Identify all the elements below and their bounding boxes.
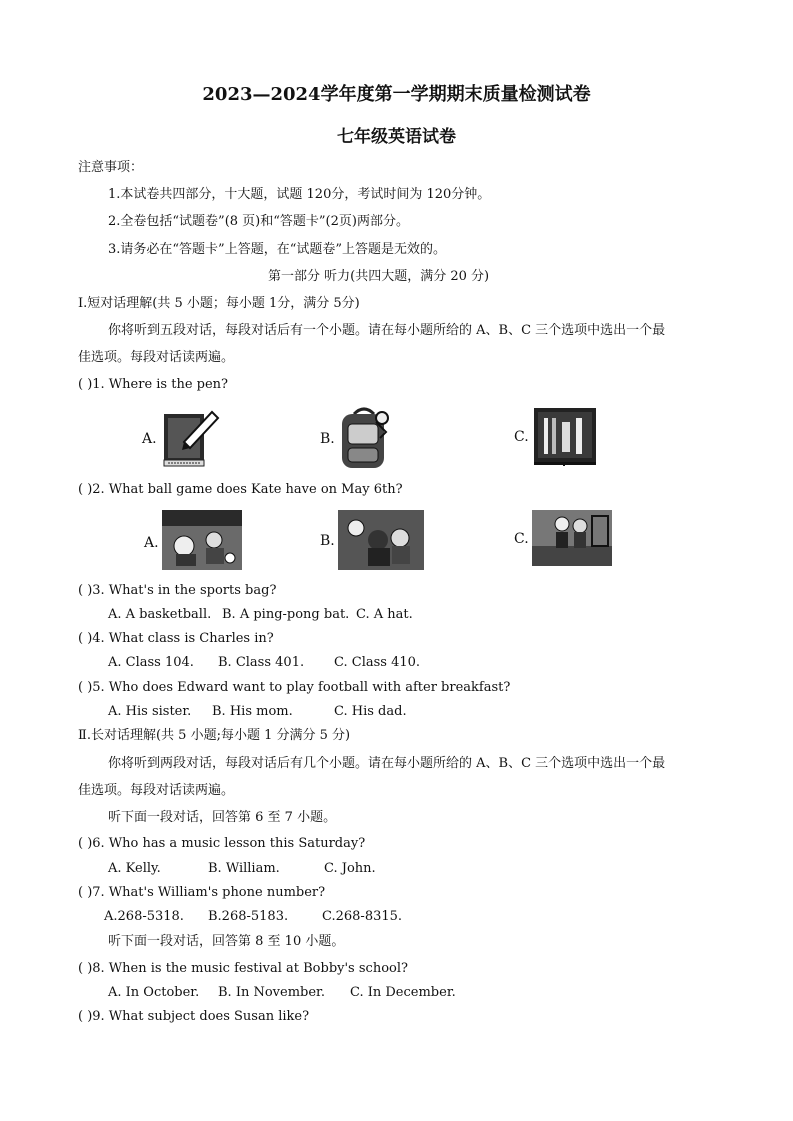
- notes-heading: 注意事项：: [78, 160, 144, 175]
- question-2: ( )2. What ball game does Kate have on May 6th?: [78, 482, 403, 497]
- game-scene-b-image: [338, 510, 424, 570]
- backpack-image: [336, 404, 392, 472]
- question-5: ( )5. Who does Edward want to play football with after breakfast?: [78, 680, 511, 695]
- q3-option-c: C. A hat.: [356, 607, 413, 622]
- q8-option-b: B. In November.: [218, 985, 325, 1000]
- q2-option-b-label: B.: [320, 533, 335, 549]
- game-scene-c-image: [532, 510, 612, 566]
- q6-option-a: A. Kelly.: [108, 861, 161, 876]
- section2-heading: Ⅱ.长对话理解(共 5 小题;每小题 1 分满分 5 分): [78, 728, 351, 743]
- part1-heading: 第一部分 听力(共四大题，满分 20 分): [268, 269, 490, 284]
- question-7: ( )7. What's William's phone number?: [78, 885, 326, 900]
- note-item-3: 3.请务必在“答题卡”上答题，在“试题卷”上答题是无效的。: [108, 242, 446, 257]
- q1-option-b-label: B.: [320, 431, 335, 447]
- q5-option-b: B. His mom.: [212, 704, 293, 719]
- exam-subtitle: 七年级英语试卷: [337, 127, 456, 147]
- q1-option-a-label: A.: [142, 431, 157, 447]
- section2-instructions-2: 佳选项。每段对话读两遍。: [78, 783, 235, 798]
- q5-option-a: A. His sister.: [108, 704, 192, 719]
- question-9: ( )9. What subject does Susan like?: [78, 1009, 310, 1024]
- q7-option-a: A.268-5318.: [104, 909, 184, 924]
- q2-option-a-label: A.: [144, 535, 159, 551]
- q3-option-a: A. A basketball.: [108, 607, 212, 622]
- section2-instructions-1: 你将听到两段对话，每段对话后有几个小题。请在每小题所给的 A、B、C 三个选项中选出一个最: [108, 756, 666, 771]
- book-pen-image: [162, 410, 220, 470]
- note-item-1: 1.本试卷共四部分，十大题，试题 120分，考试时间为 120分钟。: [108, 187, 491, 202]
- question-1: ( )1. Where is the pen?: [78, 377, 229, 392]
- q3-option-b: B. A ping-pong bat.: [222, 607, 350, 622]
- dialogue-lead-2: 听下面一段对话，回答第 8 至 10 小题。: [108, 934, 345, 949]
- game-scene-a-image: [162, 510, 242, 570]
- q1-option-c-label: C.: [514, 429, 529, 445]
- q4-option-a: A. Class 104.: [108, 655, 194, 670]
- q4-option-b: B. Class 401.: [218, 655, 305, 670]
- q8-option-a: A. In October.: [108, 985, 200, 1000]
- note-item-2: 2.全卷包括“试题卷”(8 页)和“答题卡”(2页)两部分。: [108, 214, 409, 229]
- pencil-case-image: [532, 404, 598, 466]
- dialogue-lead-1: 听下面一段对话，回答第 6 至 7 小题。: [108, 810, 337, 825]
- q6-option-c: C. John.: [324, 861, 376, 876]
- exam-title: 2023—2024学年度第一学期期末质量检测试卷: [202, 84, 591, 105]
- q8-option-c: C. In December.: [350, 985, 456, 1000]
- question-3: ( )3. What's in the sports bag?: [78, 583, 277, 598]
- q7-option-b: B.268-5183.: [208, 909, 289, 924]
- section1-heading: Ⅰ.短对话理解(共 5 小题；每小题 1分，满分 5分): [78, 296, 360, 311]
- q4-option-c: C. Class 410.: [334, 655, 421, 670]
- question-6: ( )6. Who has a music lesson this Saturday?: [78, 836, 366, 851]
- q5-option-c: C. His dad.: [334, 704, 407, 719]
- q7-option-c: C.268-8315.: [322, 909, 403, 924]
- section1-instructions-1: 你将听到五段对话，每段对话后有一个小题。请在每小题所给的 A、B、C 三个选项中选出一个最: [108, 323, 666, 338]
- q2-option-c-label: C.: [514, 531, 529, 547]
- question-8: ( )8. When is the music festival at Bobby's school?: [78, 961, 408, 976]
- question-4: ( )4. What class is Charles in?: [78, 631, 274, 646]
- section1-instructions-2: 佳选项。每段对话读两遍。: [78, 350, 235, 365]
- q6-option-b: B. William.: [208, 861, 280, 876]
